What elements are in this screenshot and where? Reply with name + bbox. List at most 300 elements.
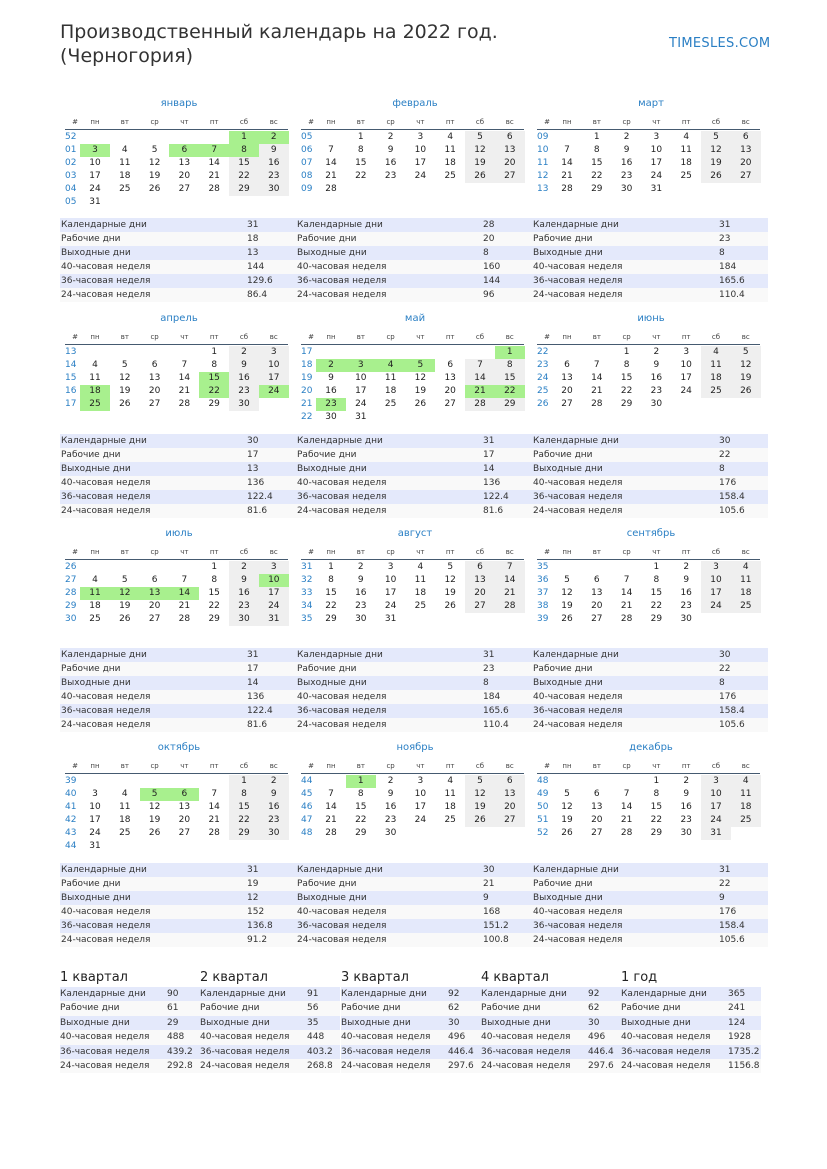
day-cell: 29	[620, 399, 633, 409]
day-cell: 20	[178, 171, 191, 181]
day-cell: 18	[731, 801, 761, 814]
stat-value: 110.4	[483, 720, 509, 730]
week-number: 28	[65, 588, 77, 598]
month-grid	[532, 131, 762, 209]
week-number: 52	[65, 132, 77, 142]
stat-label: Выходные дни	[297, 464, 367, 474]
stat-row	[532, 274, 768, 288]
weekday-label: вт	[592, 762, 601, 770]
stat-label: Календарные дни	[533, 650, 619, 660]
day-cell: 31	[701, 827, 731, 840]
quarter-row	[341, 1001, 481, 1015]
week-number: 47	[301, 815, 313, 825]
day-cell: 21	[495, 587, 525, 600]
stat-value: 446.4	[448, 1046, 474, 1057]
week-number: 14	[65, 360, 77, 370]
weekday-label: вс	[741, 548, 750, 556]
day-cell: 2	[357, 562, 364, 572]
day-cell: 28	[620, 828, 633, 838]
day-cell: 15	[199, 372, 229, 385]
week-number-header: #	[308, 548, 314, 556]
day-cell: 18	[119, 815, 131, 825]
stat-row	[296, 246, 532, 260]
month-name: ноябрь	[396, 742, 434, 753]
day-cell: 19	[561, 601, 573, 611]
day-cell: 1	[229, 131, 259, 144]
day-cell: 1	[593, 132, 600, 142]
day-cell: 15	[650, 802, 663, 812]
week-row	[532, 801, 762, 814]
day-cell: 26	[119, 399, 131, 409]
week-number: 22	[537, 347, 549, 357]
week-number: 16	[65, 386, 77, 396]
stat-row	[532, 690, 768, 704]
stat-row	[532, 919, 768, 933]
weekday-label: вт	[120, 333, 129, 341]
stat-label: Рабочие дни	[621, 1003, 681, 1014]
stat-row	[532, 260, 768, 274]
week-row	[296, 587, 526, 600]
quarter-title: 1 квартал	[60, 970, 128, 985]
stat-label: Календарные дни	[61, 220, 147, 230]
day-cell: 7	[495, 561, 525, 574]
day-cell: 9	[387, 789, 394, 799]
week-row	[532, 170, 762, 183]
weekday-label: вс	[269, 118, 278, 126]
stat-label: Выходные дни	[533, 248, 603, 258]
day-cell: 30	[620, 184, 633, 194]
quarter-row	[341, 1059, 481, 1073]
week-row	[296, 131, 526, 144]
day-cell: 19	[701, 157, 731, 170]
day-cell: 19	[148, 815, 161, 825]
stat-label: Выходные дни	[341, 1017, 411, 1028]
stat-value: 22	[719, 879, 731, 889]
day-cell: 7	[623, 575, 630, 585]
stat-value: 122.4	[247, 706, 273, 716]
day-cell: 29	[591, 184, 603, 194]
stat-value: 496	[588, 1032, 606, 1043]
week-number: 27	[65, 575, 77, 585]
stat-row	[532, 232, 768, 246]
week-row	[296, 144, 526, 157]
stat-label: Рабочие дни	[297, 664, 357, 674]
day-cell: 12	[414, 373, 427, 383]
weekday-header	[60, 546, 290, 559]
week-number: 04	[65, 184, 77, 194]
stat-value: 100.8	[483, 935, 509, 945]
stat-value: 31	[247, 865, 259, 875]
stat-row	[296, 648, 532, 662]
stat-row	[532, 704, 768, 718]
month-4	[60, 312, 290, 424]
day-cell: 5	[564, 789, 570, 799]
stat-label: 36-часовая неделя	[533, 276, 623, 286]
stat-row	[532, 246, 768, 260]
month-12	[532, 741, 762, 853]
stat-row	[296, 662, 532, 676]
month-grid	[296, 775, 526, 853]
day-cell: 13	[140, 587, 170, 600]
stat-value: 8	[483, 678, 489, 688]
day-cell: 1	[346, 775, 376, 788]
day-cell: 25	[444, 171, 456, 181]
quarter-row	[200, 1016, 340, 1030]
week-number-header: #	[544, 762, 550, 770]
stat-value: 31	[719, 865, 731, 875]
day-cell: 23	[620, 171, 633, 181]
day-cell: 1	[328, 562, 334, 572]
quarter-row	[341, 1030, 481, 1044]
day-cell: 24	[355, 399, 367, 409]
week-row	[296, 814, 526, 827]
stat-value: 439.2	[167, 1046, 193, 1057]
day-cell: 4	[683, 132, 690, 142]
day-cell: 28	[325, 828, 337, 838]
weekday-header	[296, 546, 526, 559]
week-row	[60, 840, 290, 853]
quarter-row	[60, 1016, 200, 1030]
day-cell: 4	[417, 562, 424, 572]
week-row	[60, 385, 290, 398]
quarter-row	[481, 1001, 621, 1015]
day-cell: 22	[650, 815, 663, 825]
day-cell: 24	[259, 600, 289, 613]
weekday-label: пн	[326, 548, 336, 556]
weekday-label: пн	[90, 762, 100, 770]
day-cell: 27	[465, 600, 495, 613]
day-cell: 5	[731, 346, 761, 359]
day-cell: 22	[229, 170, 259, 183]
stat-row	[296, 288, 532, 302]
day-cell: 21	[620, 815, 633, 825]
day-cell: 29	[325, 614, 337, 624]
day-cell: 2	[387, 776, 394, 786]
brand-link[interactable]: TIMESLES.COM	[669, 36, 771, 51]
day-cell: 12	[561, 588, 573, 598]
stat-row	[296, 434, 532, 448]
weekday-header	[60, 760, 290, 773]
week-number: 46	[301, 802, 313, 812]
week-number: 17	[65, 399, 77, 409]
week-number: 37	[537, 588, 549, 598]
weekday-label: сб	[239, 333, 249, 341]
week-row	[296, 372, 526, 385]
day-cell: 24	[259, 385, 289, 398]
day-cell: 25	[444, 815, 456, 825]
stat-row	[60, 260, 296, 274]
day-cell: 21	[591, 386, 603, 396]
stat-label: Выходные дни	[481, 1017, 551, 1028]
day-cell: 16	[229, 587, 259, 600]
week-row	[296, 385, 526, 398]
stat-value: 158.4	[719, 492, 745, 502]
stat-value: 96	[483, 290, 495, 300]
week-row	[296, 788, 526, 801]
week-number: 07	[301, 158, 313, 168]
stat-value: 30	[247, 436, 259, 446]
day-cell: 14	[620, 588, 633, 598]
weekday-label: сб	[711, 548, 721, 556]
week-row	[532, 144, 762, 157]
weekday-label: ср	[386, 548, 395, 556]
week-number: 30	[65, 614, 77, 624]
stat-label: 24-часовая неделя	[61, 935, 151, 945]
stat-row	[60, 288, 296, 302]
day-cell: 26	[701, 170, 731, 183]
day-cell: 25	[384, 399, 397, 409]
day-cell: 14	[208, 158, 220, 168]
day-cell: 10	[355, 373, 367, 383]
week-number: 34	[301, 601, 313, 611]
stat-label: 40-часовая неделя	[621, 1032, 711, 1043]
page-title	[60, 20, 498, 68]
day-cell: 29	[229, 183, 259, 196]
month-stats	[296, 434, 532, 518]
day-cell: 4	[731, 561, 761, 574]
day-cell: 22	[591, 171, 603, 181]
day-cell: 27	[731, 170, 761, 183]
month-name: май	[404, 313, 426, 324]
stat-row	[296, 919, 532, 933]
day-cell: 22	[355, 171, 367, 181]
day-cell: 8	[211, 575, 218, 585]
quarter-title: 1 год	[621, 970, 658, 985]
stat-label: 24-часовая неделя	[533, 720, 623, 730]
stat-value: 144	[483, 276, 501, 286]
day-cell: 20	[495, 157, 525, 170]
month-stats	[60, 218, 296, 302]
day-cell: 12	[110, 587, 140, 600]
day-cell: 30	[229, 398, 259, 411]
day-cell: 3	[683, 347, 690, 357]
day-cell: 16	[680, 588, 692, 598]
weekday-header	[60, 116, 290, 129]
weekday-label: пн	[562, 548, 572, 556]
weekday-label: пт	[209, 333, 219, 341]
day-cell: 27	[591, 828, 603, 838]
day-cell: 18	[414, 588, 427, 598]
week-row	[532, 788, 762, 801]
day-cell: 7	[623, 789, 630, 799]
week-number: 03	[65, 171, 77, 181]
week-number-header: #	[72, 762, 78, 770]
day-cell: 7	[211, 789, 218, 799]
day-cell: 14	[591, 373, 603, 383]
stat-label: 40-часовая неделя	[297, 692, 387, 702]
day-cell: 29	[495, 398, 525, 411]
day-cell: 7	[181, 360, 188, 370]
month-grid	[296, 346, 526, 424]
stat-label: Рабочие дни	[61, 234, 121, 244]
week-row	[532, 183, 762, 196]
stat-value: 86.4	[247, 290, 268, 300]
day-cell: 7	[328, 145, 334, 155]
stat-row	[296, 448, 532, 462]
quarter-row	[481, 1016, 621, 1030]
day-cell: 6	[593, 789, 600, 799]
day-cell: 23	[384, 171, 397, 181]
day-cell: 5	[564, 575, 570, 585]
day-cell: 15	[355, 158, 367, 168]
day-cell: 29	[355, 828, 367, 838]
day-cell: 27	[495, 814, 525, 827]
stat-value: 165.6	[483, 706, 509, 716]
stat-row	[532, 933, 768, 947]
day-cell: 28	[208, 828, 220, 838]
weekday-label: пт	[681, 118, 691, 126]
stat-row	[60, 246, 296, 260]
day-cell: 29	[229, 827, 259, 840]
stat-value: 124	[728, 1017, 746, 1028]
day-cell: 7	[328, 789, 334, 799]
day-cell: 5	[121, 360, 128, 370]
stat-row	[296, 718, 532, 732]
day-cell: 15	[591, 158, 603, 168]
stat-value: 81.6	[483, 506, 504, 516]
weekday-label: пн	[90, 333, 100, 341]
day-cell: 4	[376, 359, 406, 372]
stat-value: 35	[307, 1017, 319, 1028]
stat-value: 105.6	[719, 935, 745, 945]
week-row	[296, 359, 526, 372]
stat-value: 56	[307, 1003, 319, 1014]
week-row	[532, 561, 762, 574]
month-9	[532, 527, 762, 639]
weekday-label: пт	[681, 333, 691, 341]
week-number: 13	[65, 347, 77, 357]
quarter-summary	[341, 970, 481, 1073]
day-cell: 9	[229, 359, 259, 372]
day-cell: 3	[387, 562, 394, 572]
week-row	[60, 359, 290, 372]
day-cell: 2	[387, 132, 394, 142]
week-number: 21	[301, 399, 313, 409]
stat-label: 24-часовая неделя	[533, 935, 623, 945]
quarter-row	[481, 1045, 621, 1059]
day-cell: 15	[229, 157, 259, 170]
day-cell: 11	[731, 574, 761, 587]
weekday-label: вт	[120, 762, 129, 770]
week-number: 05	[65, 197, 77, 207]
stat-value: 105.6	[719, 506, 745, 516]
day-cell: 2	[259, 131, 289, 144]
stat-row	[296, 891, 532, 905]
day-cell: 11	[384, 373, 397, 383]
stat-label: Выходные дни	[621, 1017, 691, 1028]
day-cell: 6	[495, 131, 525, 144]
day-cell: 19	[465, 157, 495, 170]
day-cell: 22	[208, 601, 220, 611]
month-grid	[60, 561, 290, 639]
week-number: 19	[301, 373, 313, 383]
quarter-row	[481, 987, 621, 1001]
stat-row	[296, 504, 532, 518]
day-cell: 23	[229, 600, 259, 613]
stat-row	[296, 704, 532, 718]
stat-value: 9	[483, 893, 489, 903]
day-cell: 31	[355, 412, 367, 422]
week-number-header: #	[72, 548, 78, 556]
stat-label: Выходные дни	[533, 678, 603, 688]
day-cell: 17	[701, 587, 731, 600]
day-cell: 12	[731, 359, 761, 372]
day-cell: 24	[701, 814, 731, 827]
weekday-label: вс	[505, 333, 514, 341]
stat-label: 36-часовая неделя	[297, 492, 387, 502]
title-line-1: Производственный календарь на 2022 год.	[60, 21, 498, 43]
weekday-label: вт	[356, 118, 365, 126]
title-line-2: (Черногория)	[60, 45, 194, 67]
quarter-title: 3 квартал	[341, 970, 409, 985]
day-cell: 12	[701, 144, 731, 157]
weekday-header	[532, 760, 762, 773]
stat-label: 40-часовая неделя	[481, 1032, 571, 1043]
day-cell: 8	[211, 360, 218, 370]
stat-row	[532, 863, 768, 877]
day-cell: 12	[148, 802, 161, 812]
day-cell: 20	[591, 815, 603, 825]
day-cell: 16	[229, 372, 259, 385]
stat-value: 62	[448, 1003, 460, 1014]
stat-row	[532, 891, 768, 905]
stat-label: 24-часовая неделя	[297, 935, 387, 945]
day-cell: 21	[465, 385, 495, 398]
stat-label: Календарные дни	[341, 989, 427, 999]
stat-value: 13	[247, 248, 259, 258]
weekday-label: ср	[150, 333, 159, 341]
weekday-label: сб	[239, 762, 249, 770]
day-cell: 6	[169, 788, 199, 801]
week-row	[296, 398, 526, 411]
stat-label: Выходные дни	[60, 1017, 130, 1028]
stat-value: 13	[247, 464, 259, 474]
day-cell: 22	[199, 385, 229, 398]
week-number: 10	[537, 145, 549, 155]
week-row	[60, 613, 290, 626]
week-number: 32	[301, 575, 313, 585]
stat-value: 8	[719, 248, 725, 258]
stat-label: 24-часовая неделя	[200, 1060, 290, 1071]
day-cell: 6	[447, 360, 454, 370]
stat-value: 9	[719, 893, 725, 903]
day-cell: 17	[89, 171, 101, 181]
day-cell: 20	[591, 601, 603, 611]
day-cell: 4	[92, 360, 98, 370]
week-row	[296, 561, 526, 574]
stat-label: Рабочие дни	[200, 1003, 260, 1014]
day-cell: 8	[357, 145, 364, 155]
stat-row	[296, 462, 532, 476]
stat-row	[60, 676, 296, 690]
stat-row	[296, 933, 532, 947]
day-cell: 13	[591, 588, 603, 598]
weekday-label: пт	[445, 333, 455, 341]
week-number: 49	[537, 789, 549, 799]
day-cell: 13	[178, 158, 191, 168]
day-cell: 3	[346, 359, 376, 372]
week-row	[60, 170, 290, 183]
quarter-title: 2 квартал	[200, 970, 268, 985]
stat-row	[532, 718, 768, 732]
stat-row	[296, 232, 532, 246]
stat-label: 40-часовая неделя	[297, 907, 387, 917]
day-cell: 25	[119, 828, 131, 838]
stat-value: 61	[167, 1003, 179, 1014]
stat-value: 136	[247, 478, 265, 488]
stat-value: 14	[247, 678, 259, 688]
day-cell: 26	[148, 828, 161, 838]
